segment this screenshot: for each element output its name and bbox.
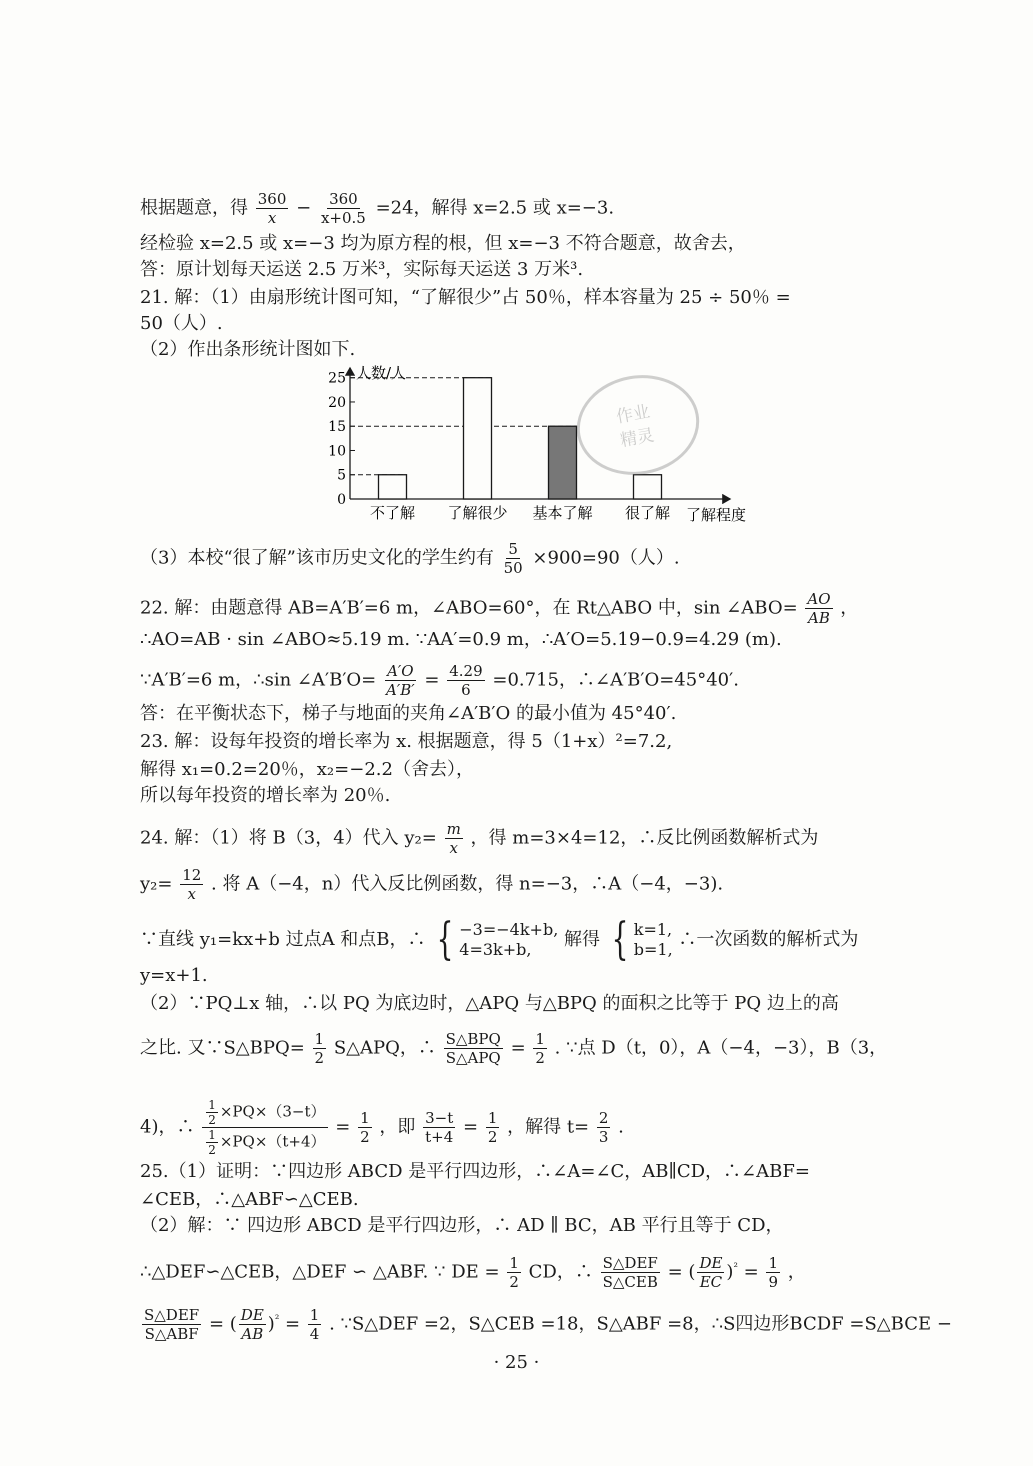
- fraction: $\frac{12}{x}$: [182, 866, 202, 903]
- fraction: $\frac{360}{x}$: [257, 190, 287, 227]
- q24-line-5: （2）∵PQ⊥x 轴，∴以 PQ 为底边时，△APQ 与△BPQ 的面积之比等于 PQ 边上的高: [140, 993, 839, 1014]
- q21-line-4: （3）本校“很了解”该市历史文化的学生约有 $\frac{5}{50}$ ×900=90（人）.: [140, 540, 680, 577]
- q23-line-3: 所以每年投资的增长率为 20％.: [140, 785, 391, 806]
- bar: [634, 475, 662, 499]
- fraction: $\frac{AO}{AB}$: [807, 590, 831, 627]
- fraction: $\frac{4.29}{6}$: [449, 662, 483, 699]
- q22-line-1: 22. 解：由题意得 AB=A′B′=6 m，∠ABO=60°，在 Rt△ABO 中，sin ∠ABO= $\frac{AO}{AB}$ ，: [140, 590, 859, 627]
- fraction: $\frac{m}{x}$: [446, 820, 461, 857]
- fraction: $\frac{1}{4}$: [309, 1306, 320, 1343]
- fraction: $\frac{360}{x+0.5}$: [320, 190, 366, 227]
- category-labels: [370, 504, 670, 522]
- q25-line-2: ∠CEB，∴△ABF∽△CEB.: [140, 1189, 359, 1210]
- category-label: 很了解: [624, 504, 671, 522]
- q25-line-1: 25.（1）证明：∵四边形 ABCD 是平行四边形，∴∠A=∠C，AB∥CD，∴∠ABF=: [140, 1161, 810, 1182]
- fraction: S△DEF S△CEB: [602, 1254, 658, 1291]
- fraction: $\frac{1}{2}$: [487, 1109, 498, 1146]
- q22-line-3: ∵A′B′=6 m，∴sin ∠A′B′O= $\frac{A'O}{A'B'}$ = $\frac{4.29}{6}$ =0.715，∴∠A′B′O=45°40′.: [140, 662, 739, 699]
- category-label: 基本了解: [532, 504, 593, 522]
- x-axis-label: 了解程度: [686, 506, 747, 524]
- y-tick-label: 25: [328, 370, 346, 387]
- y-tick-label: 0: [337, 492, 346, 508]
- line-3: 答：原计划每天运送 2.5 万米³，实际每天运送 3 万米³.: [140, 259, 584, 280]
- svg-text:作业: 作业: [614, 401, 652, 428]
- category-label: 了解很少: [447, 504, 508, 522]
- q24-line-6: 之比. 又∵S△BPQ= $\frac{1}{2}$ S△APQ，∴ S△BPQ S△APQ = $\frac{1}{2}$ . ∵点 D（t，0），A（−4，−3），B（3，: [140, 1030, 888, 1067]
- q23-line-1: 23. 解：设每年投资的增长率为 x. 根据题意，得 5（1+x）²=7.2,: [140, 731, 673, 752]
- q21-line-1: 21. 解：（1）由扇形统计图可知，“了解很少”占 50％，样本容量为 25 ÷ 50％ =: [140, 287, 791, 308]
- q22-line-2: ∴AO=AB · sin ∠ABO≈5.19 m. ∵AA′=0.9 m，∴A′O=5.19−0.9=4.29 (m).: [140, 629, 782, 650]
- line-1: 根据题意，得 $\frac{360}{x}$ − $\frac{360}{x+0.5}$ =24，解得 x=2.5 或 x=−3.: [140, 190, 615, 227]
- q25-line-5: S△DEF S△ABF = ( $\frac{DE}{AB}$ )$^{^2}$ = $\frac{1}{4}$ . ∵S△DEF =2，S△CEB =18，S△ABF =8，∴S四边形BCDF =S△BCE −: [144, 1306, 952, 1343]
- fraction: $\frac{DE}{AB}$: [240, 1306, 264, 1343]
- q21-line-2: 50（人）.: [140, 313, 223, 334]
- fraction: $\frac{1}{2}$: [360, 1109, 370, 1146]
- q21-line-3: （2）作出条形统计图如下.: [140, 339, 356, 360]
- bar: [549, 426, 577, 499]
- q24-line-7: 4)，∴ $\frac{1}{2}$ ×PQ×（3−t） $\frac{1}{2}$ ×PQ×（t+4） = $\frac{1}{2}$ ，即 $\frac{3-t}{t+4}$ = $\frac{1}{2}$ ，解得 t= $\frac{2}{3}$ .: [140, 1098, 624, 1157]
- y-tick-label: 10: [328, 443, 346, 460]
- bar: [464, 378, 492, 499]
- fraction: $\frac{2}{3}$: [598, 1109, 609, 1146]
- line-2: 经检验 x=2.5 或 x=−3 均为原方程的根，但 x=−3 不符合题意，故舍去，: [140, 233, 746, 254]
- q23-line-2: 解得 x₁=0.2=20％，x₂=−2.2（舍去），: [140, 759, 474, 780]
- fraction: S△DEF S△ABF: [144, 1306, 200, 1343]
- q24-line-2: y₂= $\frac{12}{x}$ . 将 A（−4，n）代入反比例函数，得 n=−3，∴A（−4，−3).: [140, 866, 724, 903]
- y-tick-label: 5: [337, 467, 346, 484]
- bar: [379, 475, 407, 499]
- fraction: $\frac{DE}{EC}$: [699, 1254, 723, 1291]
- q24-line-4: y=x+1.: [140, 965, 208, 986]
- watermark-stamp: [571, 367, 706, 482]
- fraction: $\frac{1}{2}$: [509, 1254, 519, 1291]
- fraction: $\frac{1}{2}$: [535, 1030, 545, 1067]
- fraction: $\frac{1}{9}$: [768, 1254, 778, 1291]
- y-tick-label: 20: [328, 394, 346, 411]
- page-number: · 25 ·: [493, 1352, 540, 1373]
- equation-system: { k=1, b=1,: [611, 914, 673, 965]
- fraction: $\frac{1}{2}$: [314, 1030, 325, 1067]
- q24-line-1: 24. 解：（1）将 B（3，4）代入 y₂= $\frac{m}{x}$ ，得 m=3×4=12，∴反比例函数解析式为: [140, 820, 819, 857]
- svg-text:精灵: 精灵: [618, 425, 656, 452]
- q22-answer: 答：在平衡状态下，梯子与地面的夹角∠A′B′O 的最小值为 45°40′.: [140, 703, 677, 724]
- q25-line-3: （2）解：∵ 四边形 ABCD 是平行四边形，∴ AD ∥ BC，AB 平行且等于 CD，: [140, 1215, 784, 1236]
- q25-line-4: ∴△DEF∽△CEB，△DEF ∽ △ABF. ∵ DE = $\frac{1}{2}$ CD，∴ S△DEF S△CEB = ( $\frac{DE}{EC}$ )$^{^2}$ = $\frac{1}{9}$ ，: [140, 1254, 806, 1291]
- fraction: $\frac{3-t}{t+4}$: [425, 1109, 454, 1146]
- compound-fraction: $\frac{1}{2}$ ×PQ×（3−t） $\frac{1}{2}$ ×PQ×（t+4）: [202, 1098, 327, 1157]
- y-axis-label: 人数/人: [356, 364, 407, 382]
- bar-chart: [320, 360, 747, 530]
- q24-line-3: ∵直线 y₁=kx+b 过点A 和点B，∴ { −3=−4k+b, 4=3k+b, 解得 { k=1, b=1, ∴一次函数的解析式为: [140, 914, 859, 965]
- y-ticks: [328, 371, 355, 508]
- category-label: 不了解: [369, 504, 416, 522]
- y-tick-label: 15: [328, 419, 346, 436]
- equation-system: { −3=−4k+b, 4=3k+b,: [436, 914, 559, 965]
- fraction: $\frac{A'O}{A'B'}$: [386, 662, 415, 699]
- fraction: $\frac{5}{50}$: [503, 540, 523, 577]
- fraction: S△BPQ S△APQ: [445, 1030, 501, 1067]
